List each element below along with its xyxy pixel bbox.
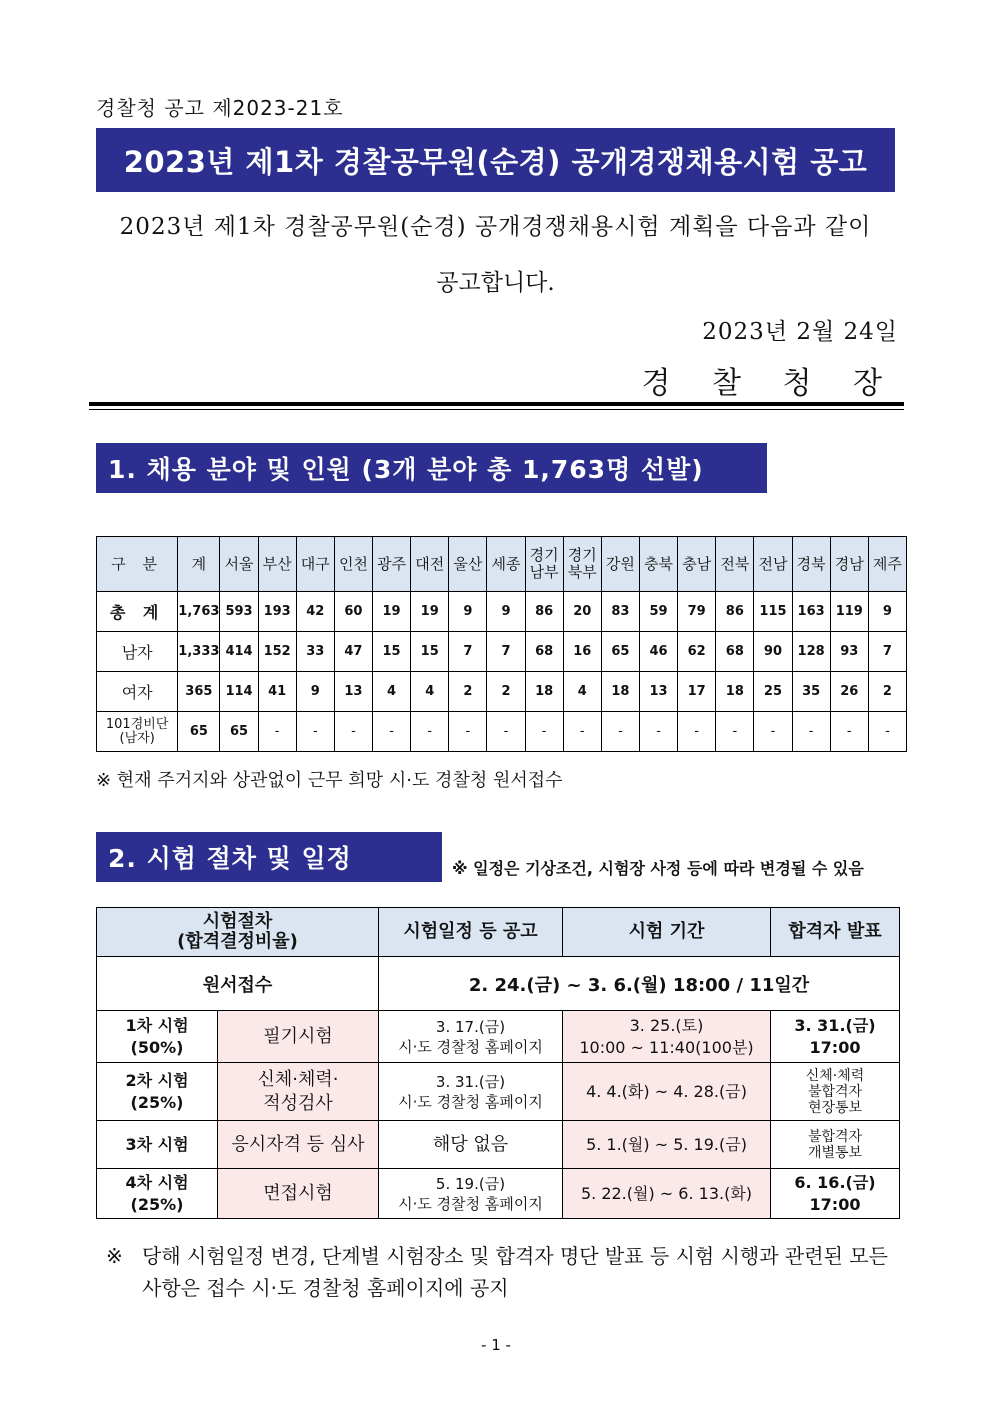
count-cell: 4	[411, 672, 449, 712]
count-cell: -	[639, 712, 677, 752]
count-cell: -	[868, 712, 906, 752]
stage-period: 4. 4.(화) ~ 4. 28.(금)	[563, 1063, 771, 1121]
count-cell: -	[449, 712, 487, 752]
column-header: 서울	[220, 537, 258, 592]
stage-row-3	[97, 1121, 900, 1169]
column-header: 경남	[830, 537, 868, 592]
count-cell: 119	[830, 592, 868, 632]
count-cell: 9	[449, 592, 487, 632]
header-announce: 시험일정 등 공고	[379, 908, 563, 957]
stage-kind: 응시자격 등 심사	[218, 1121, 379, 1169]
row-label: 남자	[97, 632, 178, 672]
stage-step: 4차 시험 (25%)	[97, 1169, 218, 1219]
count-cell: 86	[716, 592, 754, 632]
count-cell: 4	[563, 672, 601, 712]
count-cell: 593	[220, 592, 258, 632]
section1-note: ※ 현재 주거지와 상관없이 근무 희망 시·도 경찰청 원서접수	[96, 770, 563, 791]
column-header: 전북	[716, 537, 754, 592]
count-cell: 2	[449, 672, 487, 712]
column-header: 충남	[678, 537, 716, 592]
column-header: 광주	[373, 537, 411, 592]
column-header: 강원	[601, 537, 639, 592]
column-header: 경기 남부	[525, 537, 563, 592]
count-cell: -	[296, 712, 334, 752]
count-cell: 2	[868, 672, 906, 712]
count-cell: 1,763	[178, 592, 220, 632]
count-cell: 68	[525, 632, 563, 672]
column-header: 구 분	[97, 537, 178, 592]
count-cell: 163	[792, 592, 830, 632]
column-header: 경북	[792, 537, 830, 592]
count-cell: -	[754, 712, 792, 752]
column-header: 울산	[449, 537, 487, 592]
count-cell: 25	[754, 672, 792, 712]
count-cell: 62	[678, 632, 716, 672]
count-cell: 115	[754, 592, 792, 632]
document-title-bar	[96, 128, 895, 192]
column-header: 부산	[258, 537, 296, 592]
row-label: 101경비단 (남자)	[97, 712, 178, 752]
count-cell: 68	[716, 632, 754, 672]
recruitment-row	[97, 672, 907, 712]
header-result: 합격자 발표	[771, 908, 900, 957]
header-period: 시험 기간	[563, 908, 771, 957]
count-cell: -	[258, 712, 296, 752]
count-cell: 7	[487, 632, 525, 672]
intro-line-2: 공고합니다.	[436, 270, 555, 296]
column-header: 인천	[334, 537, 372, 592]
stage-announce: 5. 19.(금) 시·도 경찰청 홈페이지	[379, 1169, 563, 1219]
stage-step: 2차 시험 (25%)	[97, 1063, 218, 1121]
column-header: 경기 북부	[563, 537, 601, 592]
section1-title-bar	[96, 443, 767, 493]
header-procedure: 시험절차 (합격결정비율)	[97, 908, 379, 957]
count-cell: 26	[830, 672, 868, 712]
count-cell: 2	[487, 672, 525, 712]
count-cell: 1,333	[178, 632, 220, 672]
stage-announce: 해당 없음	[379, 1121, 563, 1169]
recruitment-table	[96, 536, 907, 752]
count-cell: 9	[296, 672, 334, 712]
count-cell: 86	[525, 592, 563, 632]
count-cell: 7	[449, 632, 487, 672]
count-cell: -	[678, 712, 716, 752]
count-cell: -	[411, 712, 449, 752]
count-cell: -	[792, 712, 830, 752]
count-cell: 65	[601, 632, 639, 672]
count-cell: 65	[220, 712, 258, 752]
stage-result: 3. 31.(금) 17:00	[771, 1011, 900, 1063]
count-cell: 83	[601, 592, 639, 632]
stage-period: 5. 1.(월) ~ 5. 19.(금)	[563, 1121, 771, 1169]
stage-period: 3. 25.(토) 10:00 ~ 11:40(100분)	[563, 1011, 771, 1063]
count-cell: -	[716, 712, 754, 752]
stage-step: 1차 시험 (50%)	[97, 1011, 218, 1063]
count-cell: 60	[334, 592, 372, 632]
count-cell: 193	[258, 592, 296, 632]
column-header: 전남	[754, 537, 792, 592]
count-cell: -	[487, 712, 525, 752]
count-cell: 4	[373, 672, 411, 712]
announcement-date: 2023년 2월 24일	[702, 319, 898, 345]
count-cell: 65	[178, 712, 220, 752]
section2-title-bar	[96, 832, 442, 882]
column-header: 계	[178, 537, 220, 592]
section2-note-text: 당해 시험일정 변경, 단계별 시험장소 및 합격자 명단 발표 등 시험 시행과 관련된 모든 사항은 접수 시·도 경찰청 홈페이지에 공지	[142, 1244, 888, 1300]
column-header: 충북	[639, 537, 677, 592]
schedule-change-note: ※ 일정은 기상조건, 시험장 사정 등에 따라 변경될 수 있음	[452, 859, 864, 878]
stage-result: 6. 16.(금) 17:00	[771, 1169, 900, 1219]
application-period: 2. 24.(금) ~ 3. 6.(월) 18:00 / 11일간	[379, 957, 900, 1011]
notice-number: 경찰청 공고 제2023-21호	[96, 96, 344, 120]
application-label: 원서접수	[97, 957, 379, 1011]
count-cell: 15	[373, 632, 411, 672]
count-cell: 414	[220, 632, 258, 672]
recruitment-row	[97, 712, 907, 752]
count-cell: 17	[678, 672, 716, 712]
count-cell: 33	[296, 632, 334, 672]
column-header: 제주	[868, 537, 906, 592]
count-cell: 18	[601, 672, 639, 712]
recruitment-row	[97, 632, 907, 672]
stage-kind: 신체·체력· 적성검사	[218, 1063, 379, 1121]
application-row	[97, 957, 900, 1011]
stage-result: 신체·체력 불합격자 현장통보	[771, 1063, 900, 1121]
recruitment-row	[97, 592, 907, 632]
column-header: 세종	[487, 537, 525, 592]
page-number: - 1 -	[481, 1336, 511, 1354]
count-cell: 19	[411, 592, 449, 632]
count-cell: -	[334, 712, 372, 752]
stage-announce: 3. 17.(금) 시·도 경찰청 홈페이지	[379, 1011, 563, 1063]
count-cell: 18	[716, 672, 754, 712]
count-cell: 128	[792, 632, 830, 672]
schedule-table	[96, 907, 900, 1219]
count-cell: 365	[178, 672, 220, 712]
stage-announce: 3. 31.(금) 시·도 경찰청 홈페이지	[379, 1063, 563, 1121]
document-title: 2023년 제1차 경찰공무원(순경) 공개경쟁채용시험 공고	[123, 144, 868, 179]
count-cell: 59	[639, 592, 677, 632]
count-cell: -	[373, 712, 411, 752]
column-header: 대전	[411, 537, 449, 592]
count-cell: 42	[296, 592, 334, 632]
section2-note	[106, 1240, 906, 1304]
section2-title: 2. 시험 절차 및 일정	[108, 844, 352, 873]
stage-result: 불합격자 개별통보	[771, 1121, 900, 1169]
column-header: 대구	[296, 537, 334, 592]
stage-row-2	[97, 1063, 900, 1121]
header-divider-thin	[89, 409, 904, 410]
count-cell: 79	[678, 592, 716, 632]
stage-kind: 면접시험	[218, 1169, 379, 1219]
count-cell: 16	[563, 632, 601, 672]
count-cell: 18	[525, 672, 563, 712]
count-cell: 9	[487, 592, 525, 632]
count-cell: 47	[334, 632, 372, 672]
count-cell: 19	[373, 592, 411, 632]
section1-title: 1. 채용 분야 및 인원 (3개 분야 총 1,763명 선발)	[108, 455, 704, 484]
count-cell: 13	[334, 672, 372, 712]
count-cell: 46	[639, 632, 677, 672]
count-cell: 9	[868, 592, 906, 632]
count-cell: -	[563, 712, 601, 752]
stage-row-1	[97, 1011, 900, 1063]
stage-kind: 필기시험	[218, 1011, 379, 1063]
count-cell: 15	[411, 632, 449, 672]
count-cell: 35	[792, 672, 830, 712]
count-cell: 90	[754, 632, 792, 672]
schedule-header-row	[97, 908, 900, 957]
count-cell: 7	[868, 632, 906, 672]
count-cell: 114	[220, 672, 258, 712]
count-cell: 13	[639, 672, 677, 712]
stage-period: 5. 22.(월) ~ 6. 13.(화)	[563, 1169, 771, 1219]
stage-step: 3차 시험	[97, 1121, 218, 1169]
intro-line-1: 2023년 제1차 경찰공무원(순경) 공개경쟁채용시험 계획을 다음과 같이	[119, 214, 872, 240]
signer: 경 찰 청 장	[641, 366, 898, 401]
row-label: 여자	[97, 672, 178, 712]
count-cell: -	[525, 712, 563, 752]
note-symbol: ※	[106, 1244, 123, 1268]
count-cell: -	[830, 712, 868, 752]
count-cell: 20	[563, 592, 601, 632]
count-cell: 152	[258, 632, 296, 672]
recruitment-header-row	[97, 537, 907, 592]
count-cell: 93	[830, 632, 868, 672]
row-label: 총 계	[97, 592, 178, 632]
count-cell: 41	[258, 672, 296, 712]
stage-row-4	[97, 1169, 900, 1219]
header-divider-thick	[89, 402, 904, 406]
count-cell: -	[601, 712, 639, 752]
